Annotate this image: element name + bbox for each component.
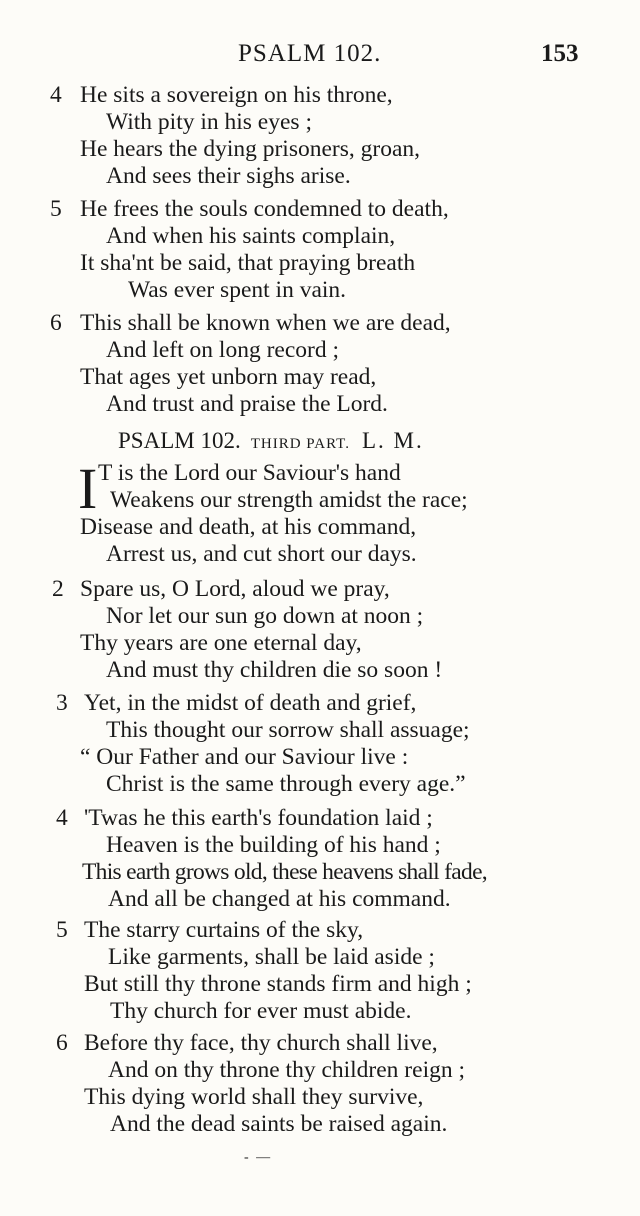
verse-line: Christ is the same through every age.” bbox=[106, 771, 466, 797]
section-title: PSALM 102. bbox=[118, 428, 241, 453]
verse-line: With pity in his eyes ; bbox=[106, 109, 312, 135]
page-number: 153 bbox=[541, 40, 579, 67]
verse-line: And trust and praise the Lord. bbox=[106, 391, 388, 417]
running-head bbox=[0, 40, 640, 74]
verse-line: This shall be known when we are dead, bbox=[80, 310, 451, 336]
verse-line: But still thy throne stands firm and high ; bbox=[84, 971, 472, 997]
verse-line: And all be changed at his command. bbox=[108, 886, 451, 912]
section-meter: L. M. bbox=[361, 428, 424, 453]
verse-line: Thy years are one eternal day, bbox=[80, 630, 362, 656]
verse-line: And when his saints complain, bbox=[106, 223, 396, 249]
verse-line: Thy church for ever must abide. bbox=[110, 998, 412, 1024]
verse-line: This earth grows old, these heavens shall fade, bbox=[82, 859, 487, 885]
verse-line: Arrest us, and cut short our days. bbox=[106, 541, 417, 567]
stanza-number: 3 bbox=[56, 690, 68, 716]
drop-cap: I bbox=[78, 456, 98, 521]
verse-line: This dying world shall they survive, bbox=[84, 1084, 424, 1110]
verse-line: And on thy throne thy children reign ; bbox=[108, 1057, 465, 1083]
section-heading bbox=[118, 428, 424, 454]
page-ornament: - — bbox=[244, 1150, 273, 1165]
verse-line: Before thy face, thy church shall live, bbox=[84, 1030, 438, 1056]
verse-line: He sits a sovereign on his throne, bbox=[80, 82, 393, 108]
stanza-number: 6 bbox=[56, 1030, 68, 1056]
verse-line: Yet, in the midst of death and grief, bbox=[84, 690, 417, 716]
verse-line: Like garments, shall be laid aside ; bbox=[108, 944, 435, 970]
stanza-number: 2 bbox=[52, 576, 64, 602]
verse-line: And must thy children die so soon ! bbox=[106, 657, 443, 683]
verse-line: This thought our sorrow shall assuage; bbox=[106, 717, 470, 743]
verse-line: Disease and death, at his command, bbox=[80, 514, 417, 540]
section-part: THIRD PART. bbox=[250, 436, 350, 452]
verse-line: He frees the souls condemned to death, bbox=[80, 196, 449, 222]
verse-line: And left on long record ; bbox=[106, 337, 339, 363]
verse-line: “ Our Father and our Saviour live : bbox=[80, 744, 409, 770]
verse-line: And the dead saints be raised again. bbox=[110, 1111, 448, 1137]
verse-line: Heaven is the building of his hand ; bbox=[106, 832, 441, 858]
verse-line: Was ever spent in vain. bbox=[128, 277, 347, 303]
verse-line: Spare us, O Lord, aloud we pray, bbox=[80, 576, 390, 602]
verse-line: He hears the dying prisoners, groan, bbox=[80, 136, 421, 162]
verse-line: It sha'nt be said, that praying breath bbox=[80, 250, 416, 276]
verse-line: Nor let our sun go down at noon ; bbox=[106, 603, 424, 629]
running-title: PSALM 102. bbox=[238, 40, 382, 67]
stanza-number: 5 bbox=[50, 196, 62, 222]
verse-line: The starry curtains of the sky, bbox=[84, 917, 364, 943]
stanza-number: 4 bbox=[56, 805, 68, 831]
stanza-number: 6 bbox=[50, 310, 62, 336]
verse-line: 'Twas he this earth's foundation laid ; bbox=[84, 805, 433, 831]
verse-line: Weakens our strength amidst the race; bbox=[110, 487, 468, 513]
verse-line: And sees their sighs arise. bbox=[106, 163, 351, 189]
stanza-number: 4 bbox=[50, 82, 62, 108]
stanza-number: 5 bbox=[56, 917, 68, 943]
verse-line: That ages yet unborn may read, bbox=[80, 364, 377, 390]
verse-line: T is the Lord our Saviour's hand bbox=[98, 460, 401, 486]
